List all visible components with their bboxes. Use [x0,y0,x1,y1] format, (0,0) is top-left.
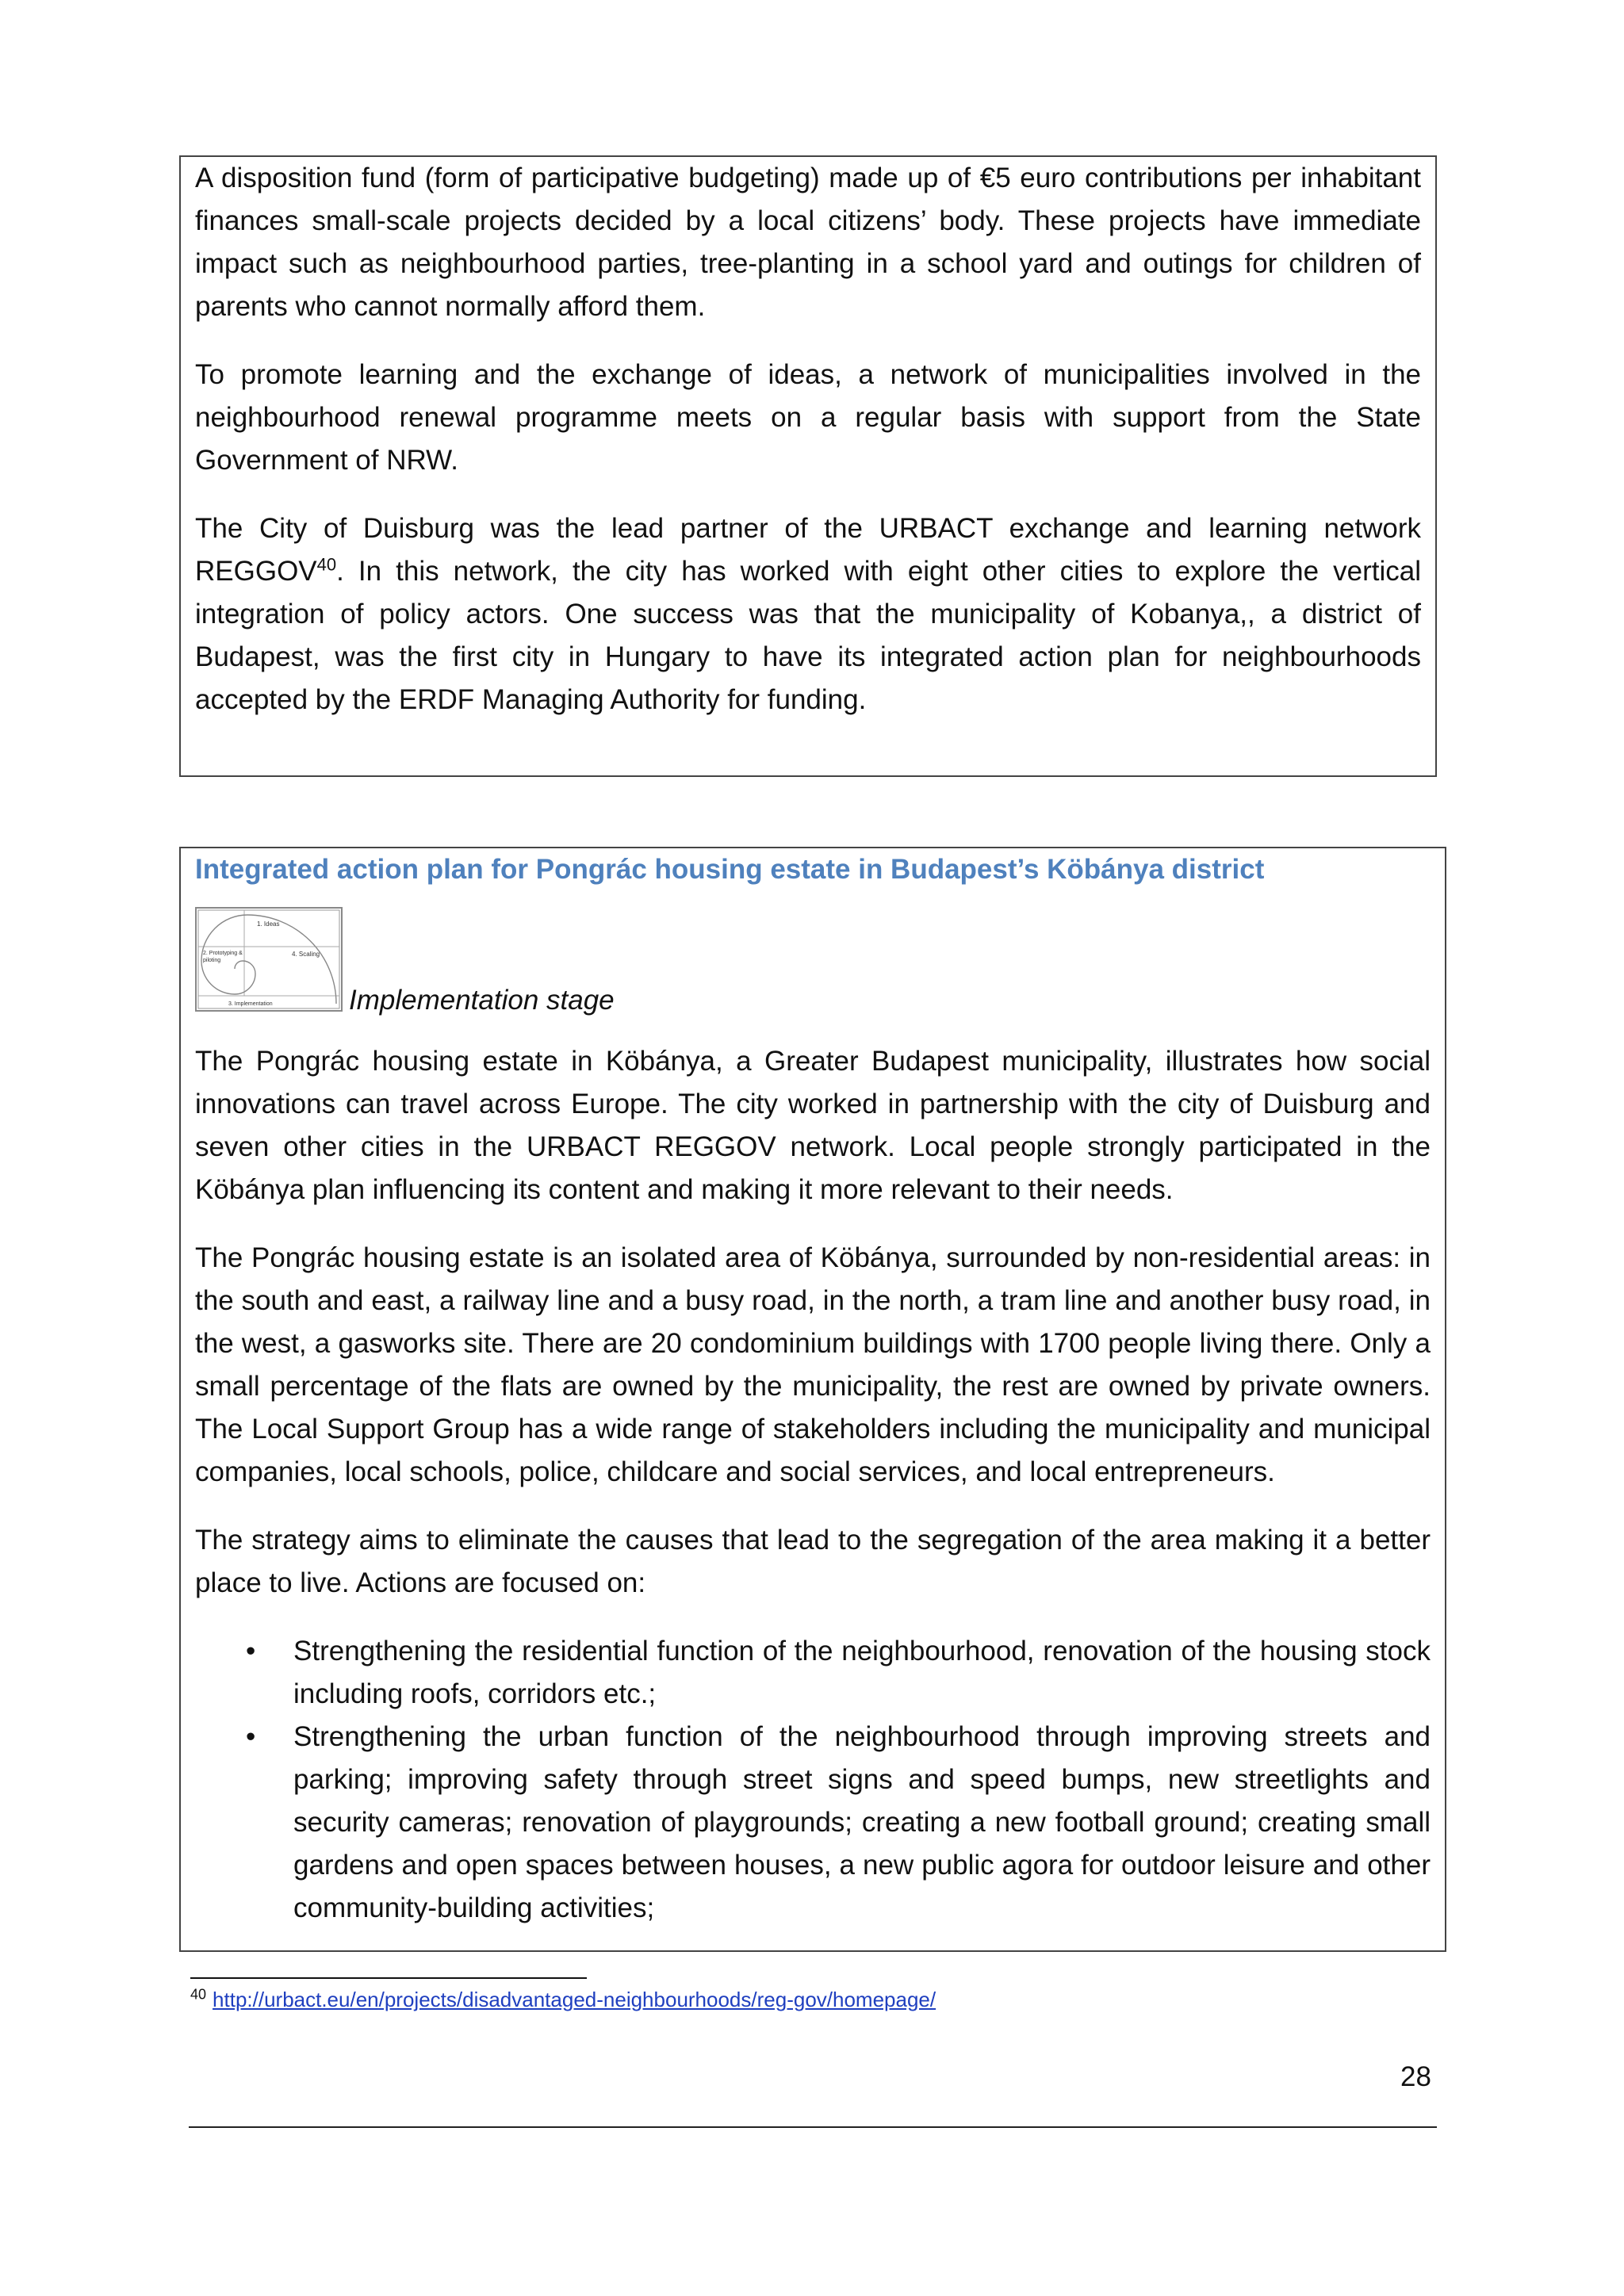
info-box-duisburg [179,155,1437,777]
spiral-icon [197,909,341,1010]
stage-label-prototyping: 2. Prototyping & [203,951,243,956]
footnote-number: 40 [190,1986,207,2003]
paragraph-strategy: The strategy aims to eliminate the causes that lead to the segregation of the area making it a better place to live. Actions are focused on: [195,1525,1431,1598]
footer-rule [189,2126,1437,2128]
paragraph-pongrac-intro: The Pongrác housing estate in Köbánya, a Greater Budapest municipality, illustrates how social innovations can travel across Europe. The city worked in partnership with the city of Duisburg and seven other cities in the URBACT REGGOV network. Local people strongly participated in the Köbánya plan influencing its content and making it more relevant to their needs. [195,1046,1431,1205]
list-item-text: Strengthening the urban function of the neighbourhood through improving streets and parking; improving safety through street signs and speed bumps, new streetlights and security cameras; renovation of playgrounds; creating a new football ground; creating small gardens and open spaces between houses, a new public agora for outdoor leisure and other community-building activities; [293,1721,1431,1923]
page-number: 28 [1400,2061,1431,2092]
list-item [195,1630,1431,1716]
paragraph-reggov [195,507,1421,721]
stage-label-scaling: 4. Scaling [292,951,320,958]
bullet-icon: • [246,1721,256,1752]
action-list [195,1630,1431,1930]
paragraph-disposition-fund: A disposition fund (form of participative budgeting) made up of €5 euro contributions per inhabitant finances small-scale projects decided by a local citizens’ body. These projects have immediate impact such as neighbourhood parties, tree-planting in a school yard and outings for children of parents who cannot normally afford them. [195,163,1421,322]
stage-label-piloting: piloting [203,958,221,963]
paragraph-network: To promote learning and the exchange of ideas, a network of municipalities involved in the neighbourhood renewal programme meets on a regular basis with support from the State Government of NRW. [195,359,1421,476]
stage-label-ideas: 1. Ideas [257,920,280,928]
footnote-separator [190,1977,587,1979]
list-item-text: Strengthening the residential function of the neighbourhood, renovation of the housing stock including roofs, corridors etc.; [293,1636,1431,1709]
footnote-ref[interactable]: 40 [316,554,337,575]
info-box-pongrac [179,847,1446,1952]
paragraph-reggov-end: . In this network, the city has worked with eight other cities to explore the vertical integration of policy actors. One success was that the municipality of Kobanya,, a district of Budapest, was the first city in Hungary to have its integrated action plan for neighbourhoods accepted by the ERDF Managing Authority for funding. [195,556,1421,715]
stage-row [195,907,1431,1021]
list-item [195,1716,1431,1930]
bullet-icon: • [246,1636,256,1667]
stage-label-implementation: 3. Implementation [228,1001,273,1007]
stage-caption: Implementation stage [349,985,615,1016]
paragraph-pongrac-area: The Pongrác housing estate is an isolated area of Köbánya, surrounded by non-residential areas: in the south and east, a railway line and a busy road, in the north, a tram line and another busy road, in the west, a gasworks site. There are 20 condominium buildings with 1700 people living there. Only a small percentage of the flats are owned by the municipality, the rest are owned by private owners. The Local Support Group has a wide range of stakeholders including the municipality and municipal companies, local schools, police, childcare and social services, and local entrepreneurs. [195,1242,1431,1487]
paragraph-reggov-start: The City of Duisburg was the lead partner of the URBACT exchange and learning network REGGOV [195,513,1421,587]
innovation-stage-diagram [195,907,343,1012]
box-title: Integrated action plan for Pongrác housing estate in Budapest’s Köbánya district [195,854,1265,885]
footnote-link[interactable]: http://urbact.eu/en/projects/disadvantaged-neighbourhoods/reg-gov/homepage/ [213,1988,936,2011]
footnote [190,1984,936,2015]
